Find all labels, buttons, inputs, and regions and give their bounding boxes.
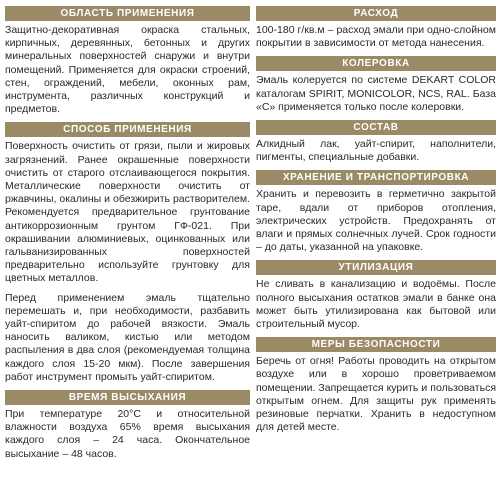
section-application-area (5, 6, 250, 116)
paragraph: Алкидный лак, уайт-спирит, наполнители, пигменты, специальные добавки. (256, 138, 496, 164)
section-body-consumption (256, 24, 496, 50)
section-title-application-method: СПОСОБ ПРИМЕНЕНИЯ (5, 122, 250, 137)
section-safety (256, 337, 496, 434)
section-composition (256, 120, 496, 164)
section-disposal (256, 260, 496, 331)
right-column (256, 6, 496, 440)
paragraph: Перед применением эмаль тщательно перемешать и, при необходимости, разбавить уайт-спиритом до рабочей вязкости. Эмаль наносить валиком, кистью или методом распыления в два слоя (рекомендуемая толщина каждого слоя 15-20 мкм). После завершения работ инструмент промыть уайт-спиритом. (5, 291, 250, 383)
section-body-application-area (5, 24, 250, 116)
section-body-drying-time (5, 408, 250, 461)
section-title-tinting: КОЛЕРОВКА (256, 56, 496, 71)
section-tinting (256, 56, 496, 114)
paragraph: Не сливать в канализацию и водоёмы. После полного высыхания остатков эмали в банке она может быть утилизирована как бытовой или строительный мусор. (256, 278, 496, 331)
paragraph: Поверхность очистить от грязи, пыли и жировых загрязнений. Ранее окрашенные поверхности очистить от старого отслаивающегося покрытия. Металлические поверхности очистить от ржавчины, окалины и обезжирить растворителем. Рекомендуется предварительное грунтование антикоррозионным грунтом ГФ-021. При окрашивании алюминиевых, оцинкованных или гальванизированных поверхностей предварительно используйте грунтовку для цветных металлов. (5, 140, 250, 285)
section-title-composition: СОСТАВ (256, 120, 496, 135)
section-title-consumption: РАСХОД (256, 6, 496, 21)
section-application-method (5, 122, 250, 384)
section-body-safety (256, 355, 496, 434)
section-consumption (256, 6, 496, 50)
section-title-application-area: ОБЛАСТЬ ПРИМЕНЕНИЯ (5, 6, 250, 21)
section-title-disposal: УТИЛИЗАЦИЯ (256, 260, 496, 275)
section-body-application-method (5, 140, 250, 384)
section-title-drying-time: ВРЕМЯ ВЫСЫХАНИЯ (5, 390, 250, 405)
section-body-composition (256, 138, 496, 164)
paragraph: 100-180 г/кв.м – расход эмали при одно-слойном покрытии в зависимости от метода нанесения. (256, 24, 496, 50)
section-storage (256, 170, 496, 254)
left-column (5, 6, 250, 467)
paragraph: При температуре 20°C и относительной влажности воздуха 65% время высыхания каждого слоя – 24 часа. Окончательное высыхание – 48 часов. (5, 408, 250, 460)
section-title-safety: МЕРЫ БЕЗОПАСНОСТИ (256, 337, 496, 352)
section-body-storage (256, 188, 496, 254)
section-body-tinting (256, 74, 496, 114)
section-drying-time (5, 390, 250, 461)
section-body-disposal (256, 278, 496, 331)
paragraph: Хранить и перевозить в герметично закрытой таре, вдали от приборов отопления, электрических устройств. Предохранять от влаги и прямых солнечных лучей. Срок годности – до даты, указанной на упаковке. (256, 188, 496, 254)
paragraph: Беречь от огня! Работы проводить на открытом воздухе или в хорошо проветриваемом помещении. Запрещается курить и пользоваться открытым огнем. Для защиты рук применять резиновые перчатки. Хранить в недоступном для детей месте. (256, 355, 496, 434)
section-title-storage: ХРАНЕНИЕ И ТРАНСПОРТИРОВКА (256, 170, 496, 185)
paragraph: Защитно-декоративная окраска стальных, кирпичных, деревянных, бетонных и других минеральных поверхностей снаружи и внутри помещений. Применяется для окраски строений, стен, ограждений, мебели, оконных рам, инструмента, различных конструкций и предметов. (5, 24, 250, 116)
paragraph: Эмаль колеруется по системе DEKART COLOR каталогам SPIRIT, MONICOLOR, NCS, RAL. База «С» применяется только после колеровки. (256, 74, 496, 113)
